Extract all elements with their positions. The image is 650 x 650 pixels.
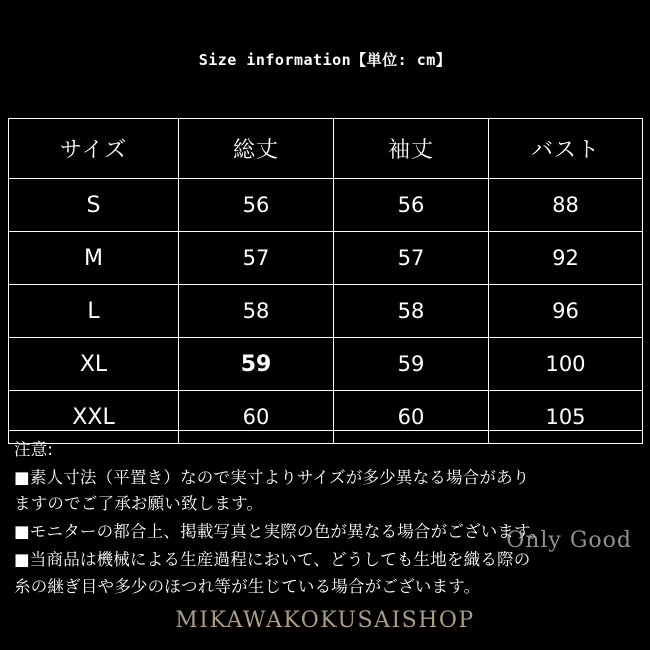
notes-section xyxy=(8,430,642,600)
column-header-size: サイズ xyxy=(9,119,179,179)
cell-sleeve-length: 60 xyxy=(334,391,489,444)
note-line-2: ますのでご了承お願い致します。 xyxy=(14,494,264,514)
size-table xyxy=(8,118,643,444)
watermark-shop-name: MIKAWAKOKUSAISHOP xyxy=(175,608,475,633)
cell-size: M xyxy=(9,232,179,285)
cell-bust: 88 xyxy=(489,179,643,232)
cell-total-length: 56 xyxy=(179,179,334,232)
cell-size: XL xyxy=(9,338,179,391)
cell-bust: 105 xyxy=(489,391,643,444)
column-header-sleeve-length: 袖丈 xyxy=(334,119,489,179)
table-row xyxy=(9,338,643,391)
cell-bust: 100 xyxy=(489,338,643,391)
cell-sleeve-length: 58 xyxy=(334,285,489,338)
note-line-1: ■素人寸法（平置き）なので実寸よりサイズが多少異なる場合があり xyxy=(14,467,530,487)
cell-total-length: 58 xyxy=(179,285,334,338)
page-title: Size information【単位: cm】 xyxy=(198,50,452,69)
size-table-wrapper xyxy=(8,118,642,444)
table-row xyxy=(9,232,643,285)
cell-size: S xyxy=(9,179,179,232)
notes-heading: 注意: xyxy=(14,440,54,459)
watermark-only-good: Only Good xyxy=(506,528,632,553)
cell-bust: 92 xyxy=(489,232,643,285)
table-row xyxy=(9,179,643,232)
table-row xyxy=(9,285,643,338)
cell-sleeve-length: 59 xyxy=(334,338,489,391)
cell-size: L xyxy=(9,285,179,338)
column-header-total-length: 総丈 xyxy=(179,119,334,179)
column-header-bust: バスト xyxy=(489,119,643,179)
title-area xyxy=(0,0,650,118)
note-line-4: ■当商品は機械による生産過程において、どうしても生地を織る際の xyxy=(14,549,531,569)
cell-size: XXL xyxy=(9,391,179,444)
cell-total-length: 60 xyxy=(179,391,334,444)
cell-bust: 96 xyxy=(489,285,643,338)
note-line-3: ■モニターの都合上、掲載写真と実際の色が異なる場合がございます。 xyxy=(14,522,547,542)
cell-total-length: 59 xyxy=(179,338,334,391)
table-header-row xyxy=(9,119,643,179)
cell-sleeve-length: 56 xyxy=(334,179,489,232)
cell-sleeve-length: 57 xyxy=(334,232,489,285)
cell-total-length: 57 xyxy=(179,232,334,285)
note-line-5: 糸の継ぎ目や多少のほつれ等が生じている場合がございます。 xyxy=(14,576,481,596)
